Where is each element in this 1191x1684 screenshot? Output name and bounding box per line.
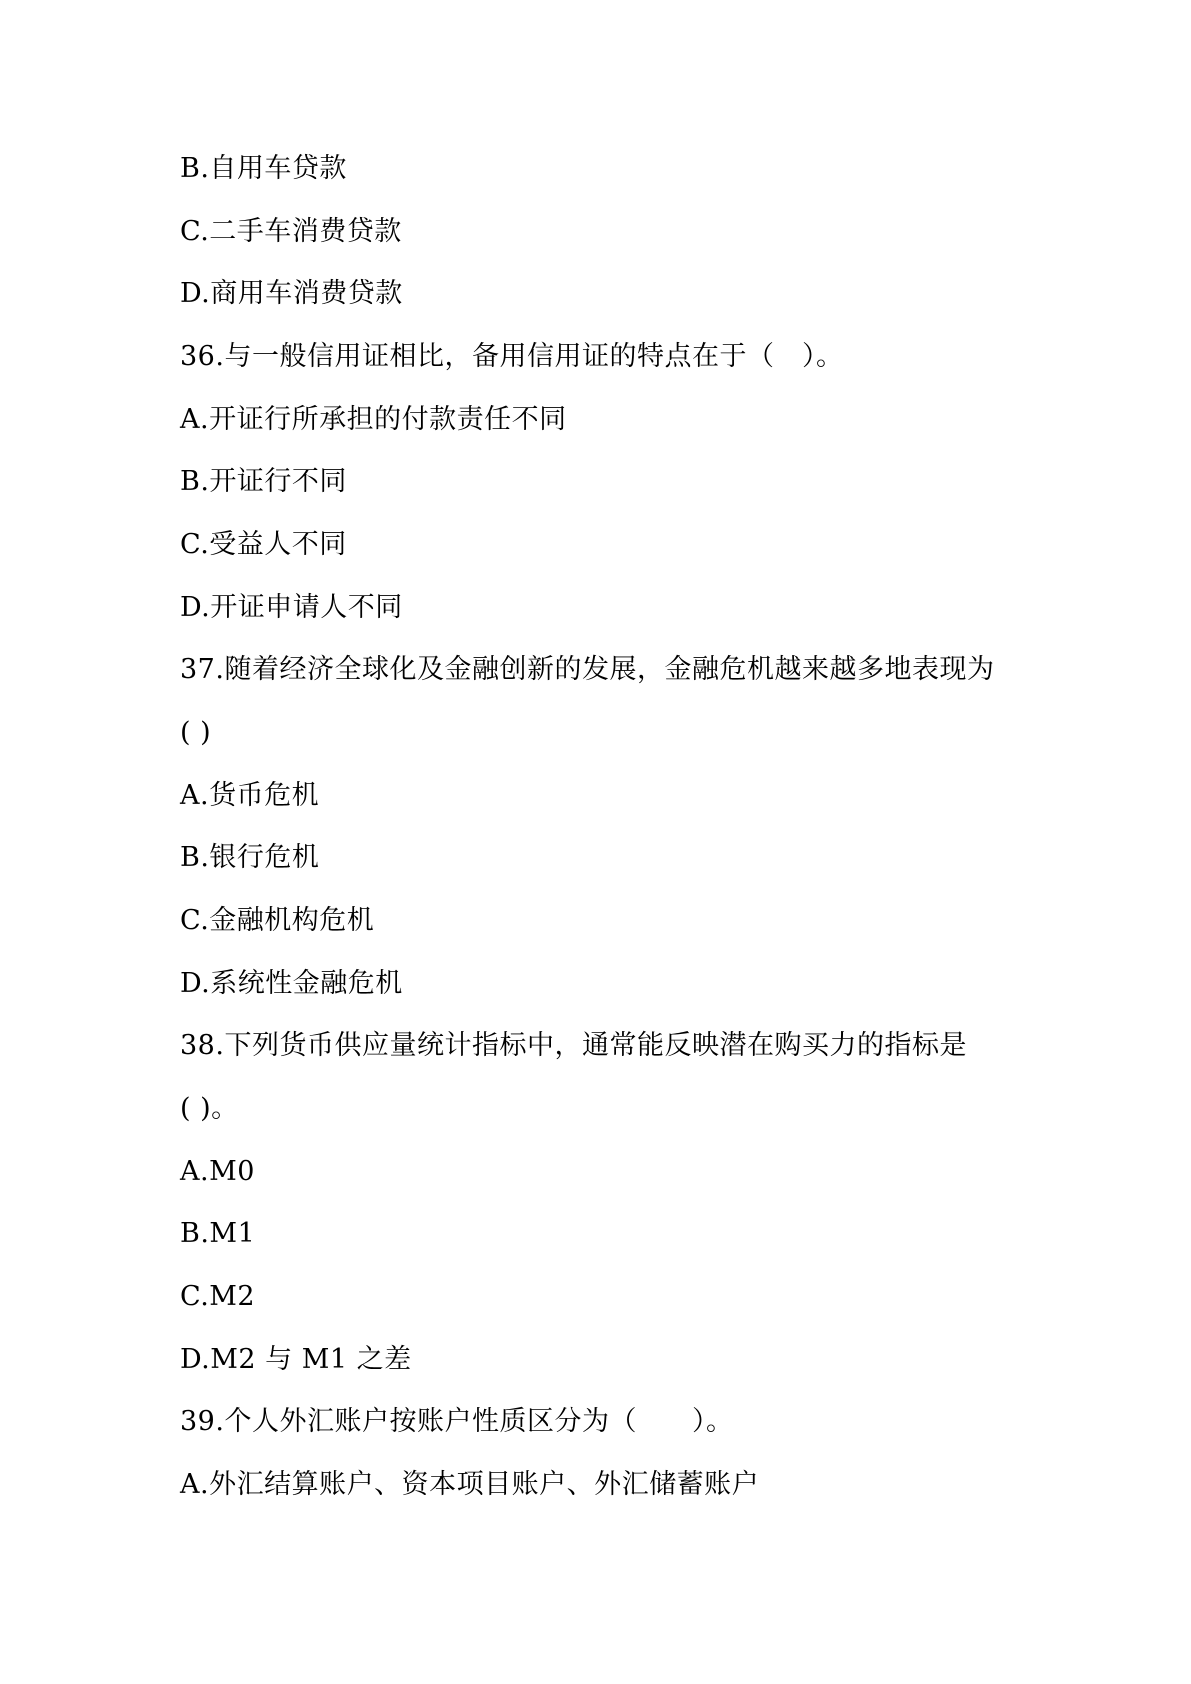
option-b-q35: B.自用车贷款 — [180, 153, 347, 184]
option-c-q36: C.受益人不同 — [180, 529, 347, 560]
question-36: 36.与一般信用证相比，备用信用证的特点在于（ ）。 — [180, 341, 844, 372]
option-d-q38: D.M2 与 M1 之差 — [180, 1344, 412, 1375]
question-37: 37.随着经济全球化及金融创新的发展，金融危机越来越多地表现为 — [180, 654, 995, 685]
question-38: 38.下列货币供应量统计指标中，通常能反映潜在购买力的指标是 — [180, 1030, 967, 1061]
option-a-q37: A.货币危机 — [180, 780, 320, 811]
option-b-q37: B.银行危机 — [180, 842, 320, 873]
option-d-q37: D.系统性金融危机 — [180, 968, 403, 999]
option-a-q39: A.外汇结算账户、资本项目账户、外汇储蓄账户 — [180, 1469, 760, 1500]
question-38-blank: ( )。 — [180, 1093, 239, 1124]
option-d-q36: D.开证申请人不同 — [180, 592, 403, 623]
option-c-q38: C.M2 — [180, 1281, 256, 1312]
option-a-q38: A.M0 — [180, 1156, 255, 1187]
option-b-q38: B.M1 — [180, 1218, 256, 1249]
option-b-q36: B.开证行不同 — [180, 466, 347, 497]
option-a-q36: A.开证行所承担的付款责任不同 — [180, 404, 567, 435]
option-d-q35: D.商用车消费贷款 — [180, 278, 403, 309]
question-39: 39.个人外汇账户按账户性质区分为（ ）。 — [180, 1406, 734, 1437]
option-c-q35: C.二手车消费贷款 — [180, 216, 402, 247]
question-37-blank: ( ) — [180, 717, 212, 748]
option-c-q37: C.金融机构危机 — [180, 905, 375, 936]
